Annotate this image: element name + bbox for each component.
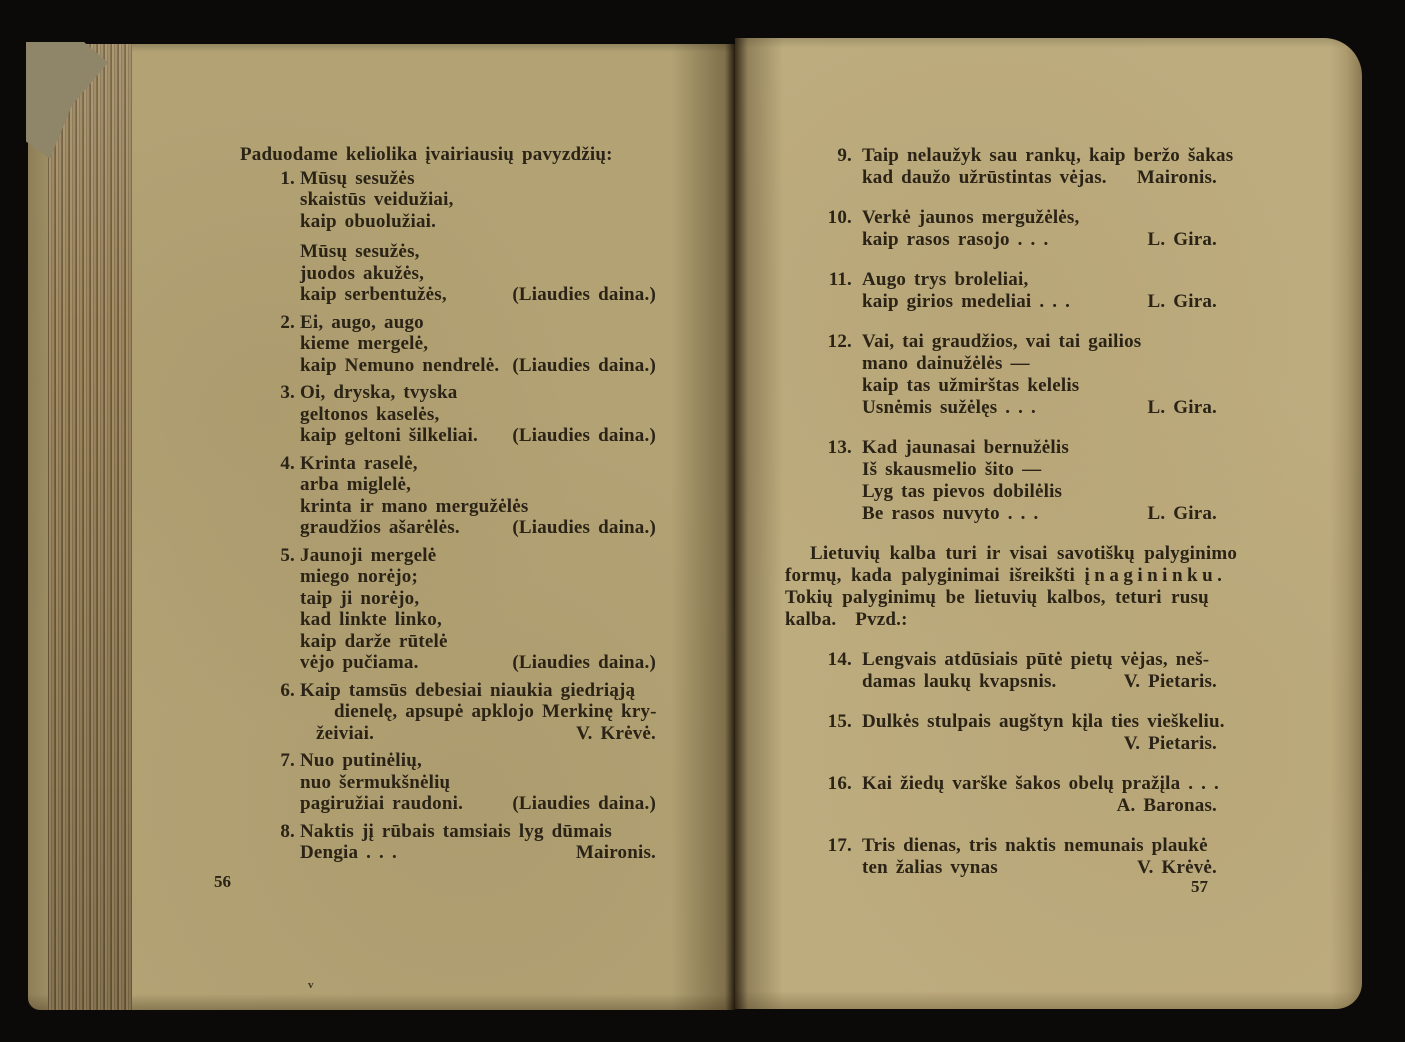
verse-text: ten žalias vynas (862, 857, 998, 878)
verse-line (240, 496, 676, 518)
verse-text: kaip geltoni šilkeliai. (300, 425, 478, 446)
verse-line (785, 291, 1245, 313)
item-number: 12. (827, 331, 852, 352)
verse-stanza (785, 773, 1245, 817)
verse-line (240, 333, 676, 355)
verse-stanza (785, 835, 1245, 879)
verse-stanza (785, 207, 1245, 251)
verse-text: Mūsų sesužės (300, 167, 415, 189)
attribution: (Liaudies daina.) (512, 425, 656, 446)
verse-text: dienelę, apsupė apklojo Merkinę kry- (334, 701, 657, 722)
verse-text: Lengvais atdūsiais pūtė pietų vėjas, neš- (862, 649, 1210, 670)
verse-item (240, 168, 676, 306)
verse-text: mano dainužėlės — (862, 353, 1030, 374)
item-number: 14. (827, 649, 852, 670)
verse-text: damas laukų kvapsnis. (862, 671, 1057, 692)
verse-text: Naktis jį rūbais tamsiais lyg dūmais (300, 820, 612, 842)
verse-line (240, 404, 676, 426)
attribution: (Liaudies daina.) (512, 652, 656, 673)
attribution: V. Krėvė. (1137, 857, 1217, 878)
verse-stanza (240, 750, 676, 815)
verse-stanza (240, 453, 676, 539)
verse-line (240, 284, 676, 306)
verse-stanza (785, 649, 1245, 693)
attribution: Maironis. (575, 842, 656, 863)
verse-stanza (785, 145, 1245, 189)
verse-line (785, 229, 1245, 251)
verse-text: kaip serbentužės, (300, 284, 447, 305)
verse-text: nuo šermukšnėlių (300, 771, 451, 793)
verse-line (785, 711, 1245, 733)
verse-line (240, 263, 676, 285)
verse-stanza (240, 241, 676, 306)
verse-text: kad daužo užrūstintas vėjas. (862, 167, 1107, 188)
verse-item (785, 331, 1245, 419)
verse-text: Iš skausmelio šito — (862, 459, 1042, 480)
verse-line (240, 189, 676, 211)
verse-item (785, 207, 1245, 251)
verse-text: kaip rasos rasojo . . . (862, 229, 1049, 250)
verse-text: Nuo putinėlių, (300, 750, 422, 771)
verse-line (785, 835, 1245, 857)
prose-paragraph (785, 543, 1245, 631)
verse-text: Augo trys broleliai, (862, 269, 1029, 290)
attribution: (Liaudies daina.) (512, 354, 656, 376)
right-page-column (785, 145, 1245, 897)
item-number: 13. (827, 437, 852, 458)
verse-text: Taip nelaužyk sau rankų, kaip beržo šakas (862, 145, 1234, 166)
stray-mark: v (308, 979, 314, 991)
verse-line (785, 207, 1245, 229)
item-number: 15. (827, 711, 852, 732)
verse-line (240, 609, 676, 631)
verse-line (240, 312, 676, 334)
verse-item (785, 711, 1245, 755)
verse-item (240, 750, 676, 815)
verse-line (240, 474, 676, 496)
item-number: 2. (280, 311, 295, 333)
verse-text: Verkė jaunos mergužėlės, (862, 207, 1080, 228)
verse-line (240, 382, 676, 404)
verse-stanza (785, 437, 1245, 525)
item-number: 10. (827, 207, 852, 228)
verse-text: Usnėmis sužėlęs . . . (862, 397, 1036, 418)
item-number: 4. (280, 452, 295, 474)
verse-text: taip ji norėjo, (300, 587, 420, 609)
attribution: (Liaudies daina.) (512, 517, 656, 538)
verse-line (240, 793, 676, 815)
verse-item (240, 821, 676, 864)
verse-line (240, 750, 676, 772)
verse-line (785, 481, 1245, 503)
left-page-column (240, 144, 676, 870)
verse-item (785, 269, 1245, 313)
item-number: 9. (837, 145, 852, 166)
verse-item (785, 773, 1245, 817)
verse-line (785, 733, 1245, 755)
verse-stanza (240, 821, 676, 864)
verse-item (240, 453, 676, 539)
paragraph-text: Lietuvių kalba turi ir visai savotiškų palyginimo (810, 543, 1238, 564)
verse-stanza (785, 269, 1245, 313)
verse-text: Vai, tai graudžios, vai tai gailios (862, 331, 1142, 352)
verse-line (785, 671, 1245, 693)
verse-line (785, 459, 1245, 481)
attribution: V. Pietaris. (1123, 733, 1217, 754)
verse-line (240, 723, 676, 745)
verse-text: Mūsų sesužės, (300, 241, 420, 262)
verse-line (240, 821, 676, 843)
item-number: 3. (280, 382, 295, 403)
verse-text: Kaip tamsūs debesiai niaukia giedriąją (300, 679, 636, 701)
verse-line (240, 652, 676, 674)
page-number-left: 56 (214, 872, 231, 891)
verse-line (785, 145, 1245, 167)
item-number: 5. (280, 544, 295, 566)
verse-line (785, 375, 1245, 397)
paragraph-line (785, 587, 1245, 609)
verse-text: graudžios ašarėlės. (300, 517, 460, 538)
verse-text: juodos akužės, (300, 262, 425, 284)
verse-line (240, 631, 676, 653)
verse-text: kieme mergelė, (300, 333, 429, 354)
verse-line (240, 453, 676, 475)
verse-line (785, 649, 1245, 671)
left-page-heading: Paduodame keliolika įvairiausių pavyzdžių: (240, 144, 613, 165)
verse-stanza (240, 312, 676, 377)
verse-text: krinta ir mano mergužėlės (300, 495, 529, 517)
verse-stanza (240, 545, 676, 674)
verse-item (785, 145, 1245, 189)
verse-line (785, 503, 1245, 525)
verse-text: kaip obuolužiai. (300, 210, 437, 232)
verse-line (785, 331, 1245, 353)
item-number: 17. (827, 835, 852, 856)
verse-stanza (240, 382, 676, 447)
verse-text: kaip darže rūtelė (300, 630, 448, 652)
paragraph-text: kalba. Pvzd.: (785, 609, 908, 630)
item-number: 11. (828, 269, 852, 290)
attribution: (Liaudies daina.) (512, 284, 656, 305)
verse-item (785, 835, 1245, 879)
verse-text: Tris dienas, tris naktis nemunais plaukė (862, 835, 1208, 856)
verse-text: Jaunoji mergelė (300, 544, 437, 566)
attribution: L. Gira. (1147, 291, 1217, 312)
attribution: V. Krėvė. (576, 722, 656, 744)
verse-text: arba miglelė, (300, 474, 412, 495)
verse-text: Kad jaunasai bernužėlis (862, 437, 1069, 458)
verse-line (240, 425, 676, 447)
verse-text: Dengia . . . (300, 842, 397, 863)
verse-item (785, 649, 1245, 693)
paragraph-text: Tokių palyginimų be lietuvių kalbos, teturi rusų (785, 587, 1209, 608)
verse-text: kad linkte linko, (300, 609, 442, 630)
attribution: L. Gira. (1147, 503, 1217, 524)
verse-line (240, 241, 676, 263)
verse-line (785, 437, 1245, 459)
verse-line (240, 842, 676, 864)
verse-line (785, 353, 1245, 375)
verse-stanza (240, 168, 676, 233)
item-number: 8. (280, 820, 295, 842)
verse-text: vėjo pučiama. (300, 652, 419, 673)
verse-text: Dulkės stulpais augštyn kįla ties vieškeliu. (862, 711, 1225, 732)
right-page-blocks (785, 145, 1245, 879)
attribution: V. Pietaris. (1123, 671, 1217, 692)
verse-line (240, 355, 676, 377)
verse-text: pagiružiai raudoni. (300, 793, 464, 814)
verse-line (240, 772, 676, 794)
verse-line (785, 857, 1245, 879)
verse-stanza (785, 711, 1245, 755)
verse-item (785, 437, 1245, 525)
item-number: 16. (827, 773, 852, 794)
verse-item (240, 312, 676, 377)
verse-item (240, 680, 676, 745)
verse-text: Oi, dryska, tvyska (300, 382, 458, 403)
verse-line (240, 701, 676, 723)
verse-text: Krinta raselė, (300, 452, 418, 474)
verse-line (785, 795, 1245, 817)
verse-line (240, 680, 676, 702)
verse-line (240, 517, 676, 539)
verse-line (785, 397, 1245, 419)
item-number: 7. (280, 750, 295, 771)
verse-text: kaip Nemuno nendrelė. (300, 354, 500, 376)
verse-text: kaip tas užmirštas kelelis (862, 375, 1080, 396)
attribution: (Liaudies daina.) (512, 793, 656, 814)
verse-text: Ei, augo, augo (300, 311, 424, 333)
attribution: Maironis. (1136, 167, 1217, 188)
paragraph-line (785, 543, 1245, 565)
verse-stanza (785, 331, 1245, 419)
verse-text: geltonos kaselės, (300, 403, 440, 425)
verse-line (240, 588, 676, 610)
verse-item (240, 545, 676, 674)
verse-line (240, 566, 676, 588)
left-page-items (240, 168, 676, 864)
verse-text: kaip girios medeliai . . . (862, 291, 1071, 312)
verse-text: miego norėjo; (300, 566, 418, 587)
paragraph-text: formų, kada palyginimai išreikšti (785, 565, 1085, 586)
item-number: 1. (280, 167, 295, 189)
verse-line (240, 168, 676, 190)
attribution: A. Baronas. (1116, 795, 1217, 816)
item-number: 6. (280, 679, 295, 701)
verse-line (785, 269, 1245, 291)
verse-text: Be rasos nuvyto . . . (862, 503, 1039, 524)
verse-text: Lyg tas pievos dobilėlis (862, 481, 1063, 502)
verse-item (240, 382, 676, 447)
verse-text: skaistūs veidužiai, (300, 189, 454, 210)
verse-stanza (240, 680, 676, 745)
paragraph-line (785, 565, 1245, 587)
page-number-right: 57 (1191, 877, 1208, 896)
verse-text: žeiviai. (316, 722, 375, 744)
emphasized-word: įnagininku. (1084, 565, 1227, 586)
attribution: L. Gira. (1147, 397, 1217, 418)
paragraph-line (785, 609, 1245, 631)
verse-line (785, 167, 1245, 189)
verse-line (240, 211, 676, 233)
attribution: L. Gira. (1147, 229, 1217, 250)
verse-text: Kai žiedų varške šakos obelų pražįla . . . (862, 773, 1220, 794)
verse-line (240, 545, 676, 567)
verse-line (785, 773, 1245, 795)
